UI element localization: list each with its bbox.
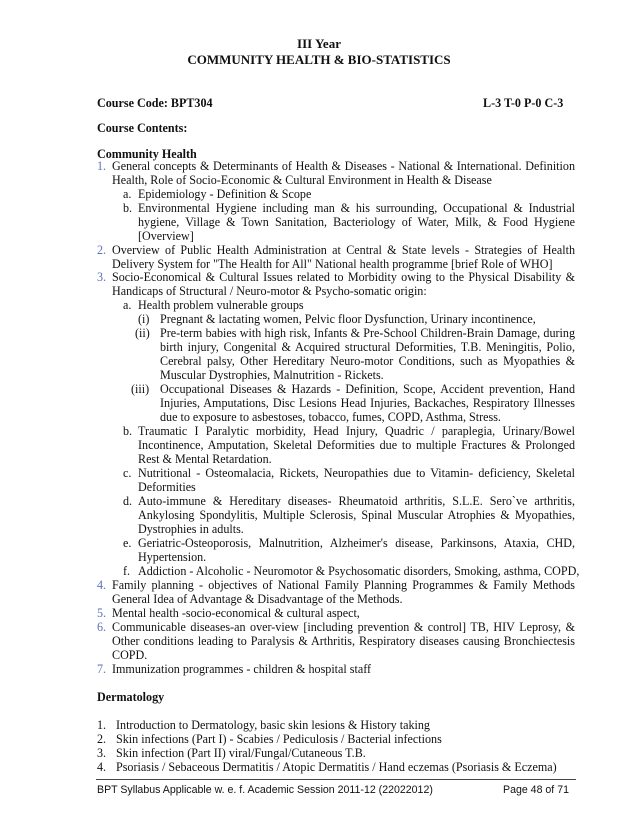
list-marker: (iii) (131, 382, 150, 396)
list-item-text: Rest & Mental Retardation. (138, 452, 272, 466)
list-marker: f. (123, 564, 131, 578)
list-item-text: Ankylosing Spondylitis, Multiple Sclerosis, Spinal Muscular Atrophies & Myopathies, (138, 508, 575, 522)
list-item-text: Incontinence, Amputation, Skeletal Deformities due to multiple Fractures & Prolonged (138, 438, 575, 452)
list-item-text: Dystrophies in adults. (138, 522, 244, 536)
list-marker: a. (123, 187, 132, 201)
list-marker: 2. (97, 243, 107, 257)
list-item-text: Mental health -socio-economical & cultural aspect, (112, 606, 360, 620)
list-marker: (i) (138, 312, 150, 326)
list-marker: 3. (97, 746, 107, 760)
list-item-text: Geriatric-Osteoporosis, Malnutrition, Alzheimer's disease, Parkinsons, Ataxia, CHD, (138, 536, 575, 550)
list-item-text: hygiene, Village & Town Sanitation, Bacteriology of Water, Milk, & Food Hygiene (138, 215, 575, 229)
list-item-text: Nutritional - Osteomalacia, Rickets, Neuropathies due to Vitamin- deficiency, Skeletal (138, 466, 575, 480)
list-marker: d. (123, 494, 133, 508)
list-item-text: Other conditions leading to Paralysis & Arthritis, Respiratory diseases causing Bronchiectesis (112, 634, 575, 648)
list-item-text: Epidemiology - Definition & Scope (138, 187, 312, 201)
list-item-text: Pregnant & lactating women, Pelvic floor Dysfunction, Urinary incontinence, (160, 312, 536, 326)
footer-page-number: Page 48 of 71 (503, 784, 569, 796)
list-item-text: Delivery System for "The Health for All" National health programme [brief Role of WHO] (112, 257, 553, 271)
list-item-text: Muscular Dystrophies, Malnutrition - Rickets. (160, 368, 384, 382)
list-item-text: Auto-immune & Hereditary diseases- Rheumatoid arthritis, S.L.E. Sero`ve arthritis, (138, 494, 575, 508)
list-item-text: Socio-Economical & Cultural Issues related to Morbidity owing to the Physical Disability & (112, 270, 575, 284)
list-item-text: Family planning - objectives of National Family Planning Programmes & Family Methods (112, 578, 575, 592)
list-item-text: Cerebral palsy, Other Hereditary Neuro-motor Conditions, such as Myopathies & (160, 354, 575, 368)
list-item-text: Psoriasis / Sebaceous Dermatitis / Atopic Dermatitis / Hand eczemas (Psoriasis & Eczema) (116, 760, 557, 774)
section-title-dermatology: Dermatology (97, 690, 165, 704)
list-item-text: Health, Role of Socio-Economic & Cultural Environment in Health & Disease (112, 173, 492, 187)
list-item-text: COPD. (112, 648, 148, 662)
credits: L-3 T-0 P-0 C-3 (483, 96, 564, 110)
list-marker: 3. (97, 270, 107, 284)
subject-heading: COMMUNITY HEALTH & BIO-STATISTICS (187, 52, 451, 67)
list-marker: 1. (97, 159, 107, 173)
list-item-text: Skin infections (Part I) - Scabies / Pediculosis / Bacterial infections (116, 732, 442, 746)
list-item-text: Deformities (138, 480, 196, 494)
list-marker: c. (123, 466, 132, 480)
list-item-text: Injuries, Amputations, Disc Lesions Head Injuries, Backaches, Respiratory Illnesses (160, 396, 575, 410)
list-item-text: Traumatic I Paralytic morbidity, Head Injury, Quadric / paraplegia, Urinary/Bowel (138, 424, 575, 438)
list-item-text: Introduction to Dermatology, basic skin lesions & History taking (116, 718, 430, 732)
list-item-text: birth injury, Congenital & Acquired structural Deformities, T.B. Meningitis, Polio, (160, 340, 575, 354)
list-item-text: due to exposure to asbestoses, tobacco, fumes, COPD, Asthma, Stress. (160, 410, 501, 424)
list-marker: b. (123, 201, 133, 215)
list-marker: 7. (97, 662, 107, 676)
list-item-text: Environmental Hygiene including man & his surrounding, Occupational & Industrial (138, 201, 575, 215)
list-item-text: [Overview] (138, 229, 194, 243)
list-item-text: Addiction - Alcoholic - Neuromotor & Psychosomatic disorders, Smoking, asthma, COPD, (138, 564, 580, 578)
course-code: Course Code: BPT304 (97, 96, 213, 110)
list-item-text: Pre-term babies with high risk, Infants & Pre-School Children-Brain Damage, during (160, 326, 575, 340)
list-marker: 4. (97, 578, 107, 592)
list-item-text: General concepts & Determinants of Health & Diseases - National & International. Definition (112, 159, 575, 173)
list-item-text: Hypertension. (138, 550, 207, 564)
list-item-text: Occupational Diseases & Hazards - Definition, Scope, Accident prevention, Hand (160, 382, 575, 396)
course-contents-label: Course Contents: (97, 121, 188, 135)
list-marker: (ii) (135, 326, 150, 340)
list-marker: 2. (97, 732, 107, 746)
list-marker: b. (123, 424, 133, 438)
list-marker: 1. (97, 718, 107, 732)
list-item-text: Health problem vulnerable groups (138, 298, 304, 312)
footer-syllabus: BPT Syllabus Applicable w. e. f. Academic Session 2011-12 (22022012) (97, 784, 433, 796)
list-marker: 4. (97, 760, 107, 774)
list-item-text: General Idea of Advantage & Disadvantage of the Methods. (112, 592, 403, 606)
list-marker: 5. (97, 606, 107, 620)
list-marker: 6. (97, 620, 107, 634)
footer-divider (96, 779, 576, 780)
list-item-text: Overview of Public Health Administration at Central & State levels - Strategies of Health (112, 243, 575, 257)
list-item-text: Communicable diseases-an over-view [including prevention & control] TB, HIV Leprosy, & (112, 620, 575, 634)
list-marker: e. (123, 536, 132, 550)
list-item-text: Skin infection (Part II) viral/Fungal/Cutaneous T.B. (116, 746, 366, 760)
list-marker: a. (123, 298, 132, 312)
year-heading: III Year (297, 36, 341, 51)
list-item-text: Immunization programmes - children & hospital staff (112, 662, 372, 676)
list-item-text: Handicaps of Structural / Neuro-motor & Psycho-somatic origin: (112, 284, 427, 298)
section-title-community-health: Community Health (97, 147, 197, 161)
